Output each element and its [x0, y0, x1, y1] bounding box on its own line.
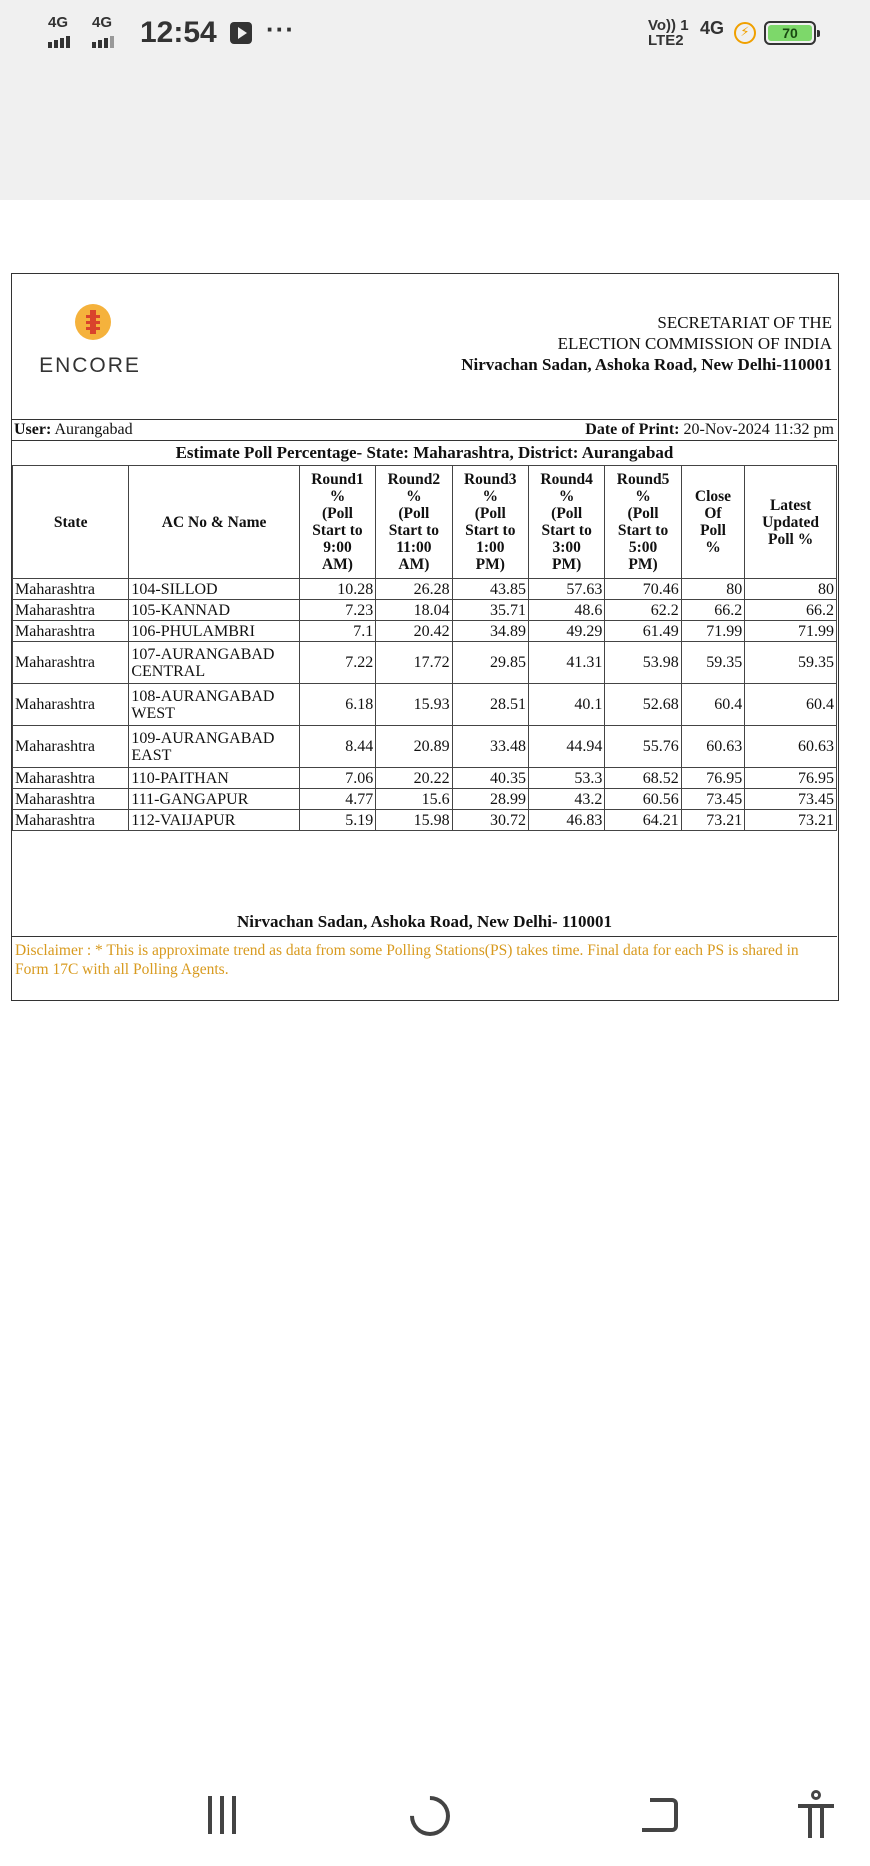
header-line: 1:00 [476, 539, 505, 556]
cell-latest: 76.95 [745, 768, 837, 789]
header-line: Poll [700, 522, 726, 539]
back-icon[interactable] [634, 1790, 690, 1840]
cell-round4: 48.6 [528, 600, 604, 621]
cell-round2: 20.42 [376, 621, 452, 642]
date-value: 20-Nov-2024 11:32 pm [683, 421, 834, 438]
cell-state: Maharashtra [13, 768, 129, 789]
volte-indicator [648, 18, 689, 48]
cell-ac-name: 108-AURANGABAD WEST [129, 684, 299, 726]
cell-ac-name: 107-AURANGABAD CENTRAL [129, 642, 299, 684]
header-line-3: Nirvachan Sadan, Ashoka Road, New Delhi-110001 [461, 355, 832, 374]
cell-close: 60.63 [681, 726, 744, 768]
header-line: Latest [769, 496, 812, 514]
user-label: User: [14, 421, 52, 438]
cell-round1: 5.19 [299, 810, 375, 831]
header-line: 5:00 [628, 539, 658, 556]
cell-round1: 7.22 [299, 642, 375, 684]
header-ac: AC No & Name [129, 466, 299, 579]
header-line: Round3 [463, 471, 517, 488]
cell-latest: 73.45 [745, 789, 837, 810]
cell-round4: 44.94 [528, 726, 604, 768]
cell-ac-name: 106-PHULAMBRI [129, 621, 299, 642]
cell-round3: 28.99 [452, 789, 528, 810]
cell-round5: 62.2 [605, 600, 681, 621]
print-date [585, 420, 834, 440]
header-line: Start to [465, 522, 516, 539]
table-row [13, 684, 837, 726]
cell-ac-name: 111-GANGAPUR [129, 789, 299, 810]
cell-round1: 7.1 [299, 621, 375, 642]
cell-close: 80 [681, 579, 744, 600]
footer-address: Nirvachan Sadan, Ashoka Road, New Delhi- 110001 [236, 912, 612, 931]
cell-ac-name: 112-VAIJAPUR [129, 810, 299, 831]
sim2-signal-icon [92, 36, 114, 48]
cell-round4: 46.83 [528, 810, 604, 831]
header-line: 3:00 [552, 539, 581, 556]
cell-round3: 33.48 [452, 726, 528, 768]
header-line: Start to [388, 522, 440, 539]
disclaimer-text: Disclaimer : * This is approximate trend as data from some Polling Stations(PS) takes time. Final data for each PS is shared in Form 17C with all Polling Agents. [12, 936, 837, 983]
header-line: (Poll [321, 505, 353, 522]
cell-round4: 41.31 [528, 642, 604, 684]
cell-round2: 15.98 [376, 810, 452, 831]
header-line: Start to [312, 522, 363, 539]
cell-latest: 60.63 [745, 726, 837, 768]
header-line: % [558, 488, 575, 505]
cell-close: 59.35 [681, 642, 744, 684]
header-line: 9:00 [323, 539, 352, 556]
header-line: AM) [398, 556, 430, 573]
clock: 12:54 [140, 16, 217, 49]
cell-state: Maharashtra [13, 789, 129, 810]
header-line: % [635, 488, 651, 505]
volte-line-2: LTE2 [648, 32, 684, 49]
header-round2 [376, 466, 452, 579]
header-line: % [482, 488, 499, 505]
cell-ac-name: 110-PAITHAN [129, 768, 299, 789]
encore-logo-icon [75, 304, 111, 340]
cell-round1: 4.77 [299, 789, 375, 810]
cell-round3: 35.71 [452, 600, 528, 621]
cell-round4: 43.2 [528, 789, 604, 810]
cell-round5: 70.46 [605, 579, 681, 600]
cell-round3: 28.51 [452, 684, 528, 726]
cell-round3: 30.72 [452, 810, 528, 831]
home-icon[interactable] [400, 1790, 456, 1840]
cell-close: 73.21 [681, 810, 744, 831]
cell-close: 60.4 [681, 684, 744, 726]
cell-round2: 15.93 [376, 684, 452, 726]
table-row [13, 768, 837, 789]
header-line: Round4 [540, 471, 593, 488]
cell-latest: 59.35 [745, 642, 837, 684]
header-line: PM) [552, 556, 582, 573]
user-value: Aurangabad [54, 421, 133, 438]
battery-level: 70 [768, 25, 812, 41]
header-latest [745, 466, 837, 579]
header-line: Start to [541, 522, 592, 539]
cell-latest: 66.2 [745, 600, 837, 621]
encore-logo [30, 304, 150, 384]
cell-close: 76.95 [681, 768, 744, 789]
date-label: Date of Print: [585, 421, 680, 438]
header-line: (Poll [398, 505, 430, 522]
cell-round1: 7.23 [299, 600, 375, 621]
header-line: (Poll [474, 505, 506, 522]
cell-latest: 73.21 [745, 810, 837, 831]
sim2-network-label: 4G [92, 14, 113, 31]
meta-row [12, 419, 837, 441]
cell-close: 73.45 [681, 789, 744, 810]
cell-round5: 53.98 [605, 642, 681, 684]
table-row [13, 642, 837, 684]
cell-state: Maharashtra [13, 600, 129, 621]
cell-round2: 17.72 [376, 642, 452, 684]
poll-percentage-table [12, 465, 837, 831]
cell-state: Maharashtra [13, 579, 129, 600]
play-notification-icon [230, 22, 252, 44]
header-round5 [605, 466, 681, 579]
header-round3 [452, 466, 528, 579]
report-title: Estimate Poll Percentage- State: Maharashtra, District: Aurangabad [175, 443, 674, 462]
volte-line-1: Vo)) 1 [648, 17, 689, 34]
cell-ac-name: 105-KANNAD [129, 600, 299, 621]
cell-round1: 7.06 [299, 768, 375, 789]
cell-round2: 20.22 [376, 768, 452, 789]
poll-report-document [11, 273, 839, 1001]
cell-state: Maharashtra [13, 621, 129, 642]
cell-round5: 55.76 [605, 726, 681, 768]
header-line: Start to [617, 522, 669, 539]
cell-round3: 34.89 [452, 621, 528, 642]
header-state: State [13, 466, 129, 579]
table-row [13, 600, 837, 621]
sim1-signal-icon [48, 36, 70, 48]
table-row [13, 579, 837, 600]
cell-round5: 52.68 [605, 684, 681, 726]
cell-round1: 10.28 [299, 579, 375, 600]
header-round1 [299, 466, 375, 579]
cell-round3: 29.85 [452, 642, 528, 684]
table-row [13, 726, 837, 768]
header-line: Poll % [768, 530, 814, 548]
header-line: Of [704, 505, 722, 522]
header-line: Round2 [387, 471, 441, 488]
cell-state: Maharashtra [13, 810, 129, 831]
cell-round4: 40.1 [528, 684, 604, 726]
cell-round2: 18.04 [376, 600, 452, 621]
cell-ac-name: 109-AURANGABAD EAST [129, 726, 299, 768]
battery-icon [764, 21, 816, 45]
accessibility-icon[interactable] [792, 1790, 848, 1840]
status-bar [0, 0, 870, 200]
table-row [13, 810, 837, 831]
cell-round3: 43.85 [452, 579, 528, 600]
header-line: Updated [762, 513, 820, 531]
cell-round4: 57.63 [528, 579, 604, 600]
cell-round1: 8.44 [299, 726, 375, 768]
cell-round5: 60.56 [605, 789, 681, 810]
cell-round4: 53.3 [528, 768, 604, 789]
table-header-row [13, 466, 837, 579]
header-line: Round5 [616, 471, 670, 488]
encore-logo-text: ENCORE [39, 354, 141, 377]
header-line: % [406, 488, 422, 505]
cell-close: 66.2 [681, 600, 744, 621]
header-line: PM) [475, 556, 505, 573]
header-close [681, 466, 744, 579]
header-line-2: ELECTION COMMISSION OF INDIA [557, 334, 832, 353]
header-round4 [528, 466, 604, 579]
header-line: Round1 [311, 471, 364, 488]
mobile-data-indicator: 4G [700, 18, 725, 38]
cell-ac-name: 104-SILLOD [129, 579, 299, 600]
user-info [14, 420, 133, 440]
battery-saver-icon: ⚡ [734, 22, 756, 44]
cell-round1: 6.18 [299, 684, 375, 726]
header-line-1: SECRETARIAT OF THE [657, 313, 832, 332]
recent-apps-icon[interactable] [196, 1790, 252, 1840]
cell-round2: 15.6 [376, 789, 452, 810]
more-notifications-icon: ··· [266, 14, 295, 44]
table-row [13, 789, 837, 810]
cell-round4: 49.29 [528, 621, 604, 642]
cell-state: Maharashtra [13, 726, 129, 768]
cell-round2: 26.28 [376, 579, 452, 600]
cell-latest: 60.4 [745, 684, 837, 726]
cell-round5: 68.52 [605, 768, 681, 789]
cell-round3: 40.35 [452, 768, 528, 789]
table-row [13, 621, 837, 642]
cell-state: Maharashtra [13, 642, 129, 684]
header-line: % [705, 539, 721, 556]
table-body [13, 579, 837, 831]
cell-latest: 71.99 [745, 621, 837, 642]
cell-state: Maharashtra [13, 684, 129, 726]
report-header [461, 312, 832, 375]
navigation-bar [0, 1760, 870, 1866]
header-line: % [329, 488, 346, 505]
header-line: Close [694, 488, 732, 505]
header-line: (Poll [551, 505, 583, 522]
cell-close: 71.99 [681, 621, 744, 642]
header-line: 11:00 [396, 539, 432, 556]
cell-round2: 20.89 [376, 726, 452, 768]
cell-round5: 61.49 [605, 621, 681, 642]
header-line: PM) [628, 556, 658, 573]
cell-latest: 80 [745, 579, 837, 600]
sim1-network-label: 4G [48, 14, 69, 31]
header-line: (Poll [627, 505, 659, 522]
header-line: AM) [321, 556, 353, 573]
cell-round5: 64.21 [605, 810, 681, 831]
